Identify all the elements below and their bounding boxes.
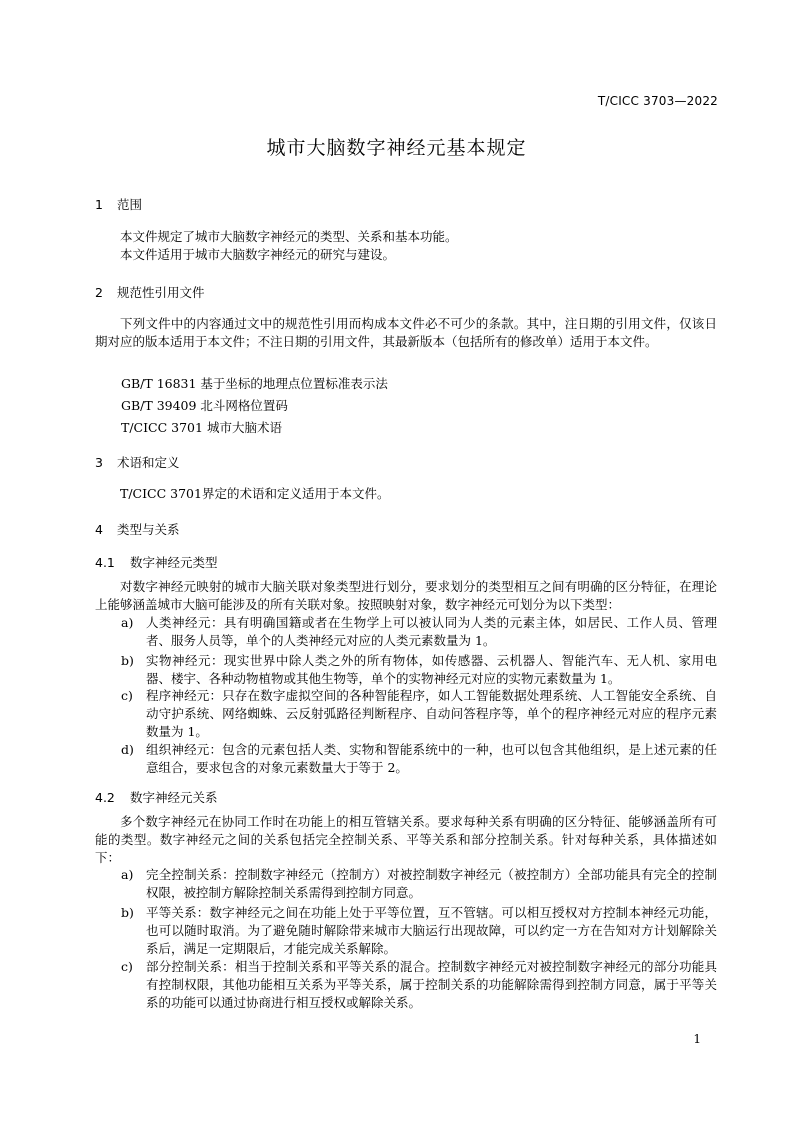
subsection-number: 4.1 [95,555,115,570]
reference-item: T/CICC 3701 城市大脑术语 [121,420,282,435]
list-item-text: 部分控制关系：相当于控制关系和平等关系的混合。控制数字神经元对被控制数字神经元的部分功能具有控制权限，其他功能相互关系为平等关系，属于控制关系的功能解除需得到控制方同意，属于平等关系的功能可以通过协商进行相互授权或解除关系。 [146,959,717,1010]
subsection-title: 数字神经元关系 [130,790,218,805]
subsection-4-1-heading [95,553,218,571]
section-title: 规范性引用文件 [117,285,205,300]
section-2-heading [95,283,205,301]
standard-code: T/CICC 3703—2022 [597,94,718,108]
list-item-text: 人类神经元：具有明确国籍或者在生物学上可以被认同为人类的元素主体，如居民、工作人员、管理者、服务人员等，单个的人类神经元对应的人类元素数量为 1。 [146,615,717,648]
section-4-heading [95,520,180,538]
list-item-text: 平等关系：数字神经元之间在功能上处于平等位置，互不管辖。可以相互授权对方控制本神经元功能，也可以随时取消。为了避免随时解除带来城市大脑运行出现故障，可以约定一方在告知对方计划解除关系后，满足一定期限后，才能完成关系解除。 [146,905,717,956]
list-item-text: 程序神经元：只存在数字虚拟空间的各种智能程序，如人工智能数据处理系统、人工智能安全系统、自动守护系统、网络蜘蛛、云反射弧路径判断程序、自动问答程序等，单个的程序神经元对应的程序元素数量为 1。 [146,688,717,739]
list-item-text: 组织神经元：包含的元素包括人类、实物和智能系统中的一种，也可以包含其他组织，是上述元素的任意组合，要求包含的对象元素数量大于等于 2。 [146,742,717,775]
page-number: 1 [693,1032,701,1046]
section-title: 范围 [117,197,143,212]
section-title: 类型与关系 [117,522,180,537]
section-3-paragraph: T/CICC 3701界定的术语和定义适用于本文件。 [120,486,390,501]
subsection-title: 数字神经元类型 [130,555,218,570]
list-marker: a) [121,615,134,630]
section-number: 3 [95,455,103,470]
section-2-paragraph: 下列文件中的内容通过文中的规范性引用而构成本文件必不可少的条款。其中，注日期的引用文件，仅该日期对应的版本适用于本文件；不注日期的引用文件，其最新版本（包括所有的修改单）适用于本文件。 [95,316,717,349]
list-item [121,687,717,741]
list-marker: b) [121,653,134,668]
document-title: 城市大脑数字神经元基本规定 [266,137,527,159]
list-item [121,614,717,650]
subsection-4-1-paragraph: 对数字神经元映射的城市大脑关联对象类型进行划分，要求划分的类型相互之间有明确的区分特征，在理论上能够涵盖城市大脑可能涉及的所有关联对象。按照映射对象，数字神经元可划分为以下类型： [95,579,717,612]
section-number: 1 [95,197,103,212]
list-marker: c) [121,688,133,703]
list-marker: d) [121,742,134,757]
subsection-number: 4.2 [95,790,115,805]
list-item-text: 实物神经元：现实世界中除人类之外的所有物体，如传感器、云机器人、智能汽车、无人机、家用电器、楼宇、各种动物植物或其他生物等，单个的实物神经元对应的实物元素数量为 1。 [146,653,717,686]
list-item [121,652,717,688]
reference-item: GB/T 39409 北斗网格位置码 [121,398,288,413]
section-number: 4 [95,522,103,537]
section-1-heading [95,195,142,213]
section-number: 2 [95,285,103,300]
list-marker: a) [121,867,134,882]
list-item [121,904,717,958]
list-item-text: 完全控制关系：控制数字神经元（控制方）对被控制数字神经元（被控制方）全部功能具有完全的控制权限，被控制方解除控制关系需得到控制方同意。 [146,867,717,900]
reference-item: GB/T 16831 基于坐标的地理点位置标准表示法 [121,376,388,391]
list-item [121,866,717,902]
list-item [121,958,717,1012]
section-1-paragraph-1: 本文件规定了城市大脑数字神经元的类型、关系和基本功能。 [120,229,458,244]
list-marker: b) [121,905,134,920]
subsection-4-2-heading [95,788,218,806]
list-marker: c) [121,959,133,974]
section-1-paragraph-2: 本文件适用于城市大脑数字神经元的研究与建设。 [120,247,396,262]
section-3-heading [95,453,180,471]
section-title: 术语和定义 [117,455,180,470]
list-item [121,741,717,777]
subsection-4-2-paragraph: 多个数字神经元在协同工作时在功能上的相互管辖关系。要求每种关系有明确的区分特征、能够涵盖所有可能的类型。数字神经元之间的关系包括完全控制关系、平等关系和部分控制关系。针对每种关系，具体描述如下： [95,814,717,865]
